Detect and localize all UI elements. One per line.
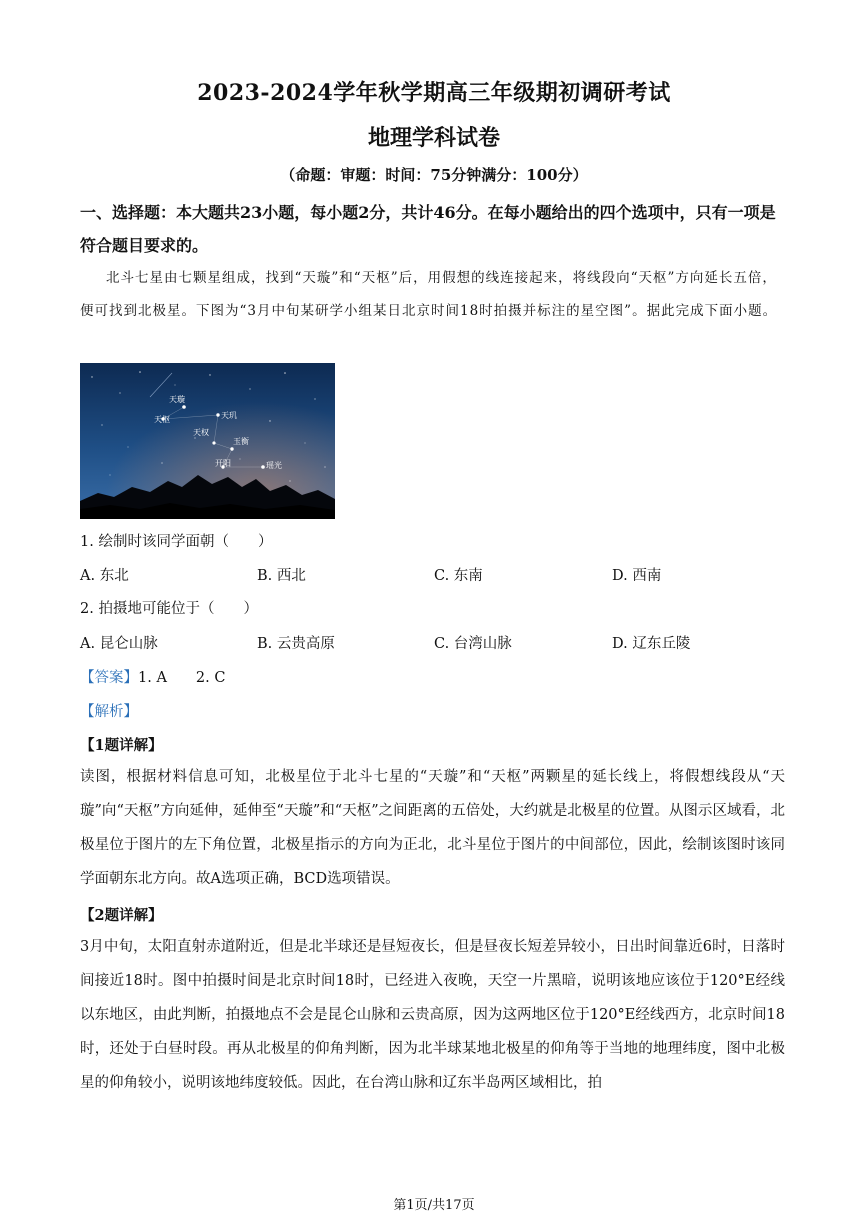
question-2-option-c: C. 台湾山脉	[434, 636, 512, 652]
section-heading: 一、选择题：本大题共23小题，每小题2分，共计46分。在每小题给出的四个选项中，只有一项是符合题目要求的。	[80, 203, 776, 255]
question-1-stem: 1. 绘制时该同学面朝（ ）	[80, 534, 273, 550]
q2-analysis-label: 【2题详解】	[80, 907, 163, 924]
answer-label: 【答案】	[80, 670, 138, 686]
star-label: 天枢	[154, 415, 170, 424]
q1-analysis-text: 读图，根据材料信息可知，北极星位于北斗七星的“天璇”和“天枢”两颗星的延长线上，将假想线段从“天璇”向“天枢”方向延伸，延伸至“天璇”和“天枢”之间距离的五倍处，大约就是北极星的位置。从图示区域看，北极星位于图片的左下角位置，北极星指示的方向为正北，北斗星位于图片的中间部位，因此，绘制该图时该同学面朝东北方向。故A选项正确，BCD选项错误。	[80, 769, 785, 887]
question-1-option-a: A. 东北	[80, 568, 129, 584]
star-label: 玉衡	[233, 437, 249, 446]
q1-analysis-label: 【1题详解】	[80, 737, 163, 754]
exam-subject: 地理学科试卷	[367, 125, 500, 151]
star-label: 天玑	[221, 411, 237, 420]
question-2-option-d: D. 辽东丘陵	[612, 636, 691, 652]
star-map-photo	[80, 363, 335, 519]
question-2-option-b: B. 云贵高原	[257, 636, 335, 652]
question-1-option-b: B. 西北	[257, 568, 306, 584]
star-map-svg	[80, 363, 335, 519]
answer-value: 1. A 2. C	[138, 670, 226, 686]
answer-row	[80, 666, 225, 687]
exam-title: 2023-2024学年秋学期高三年级期初调研考试	[197, 80, 671, 106]
exam-meta: （命题：审题：时间：75分钟满分：100分）	[280, 166, 588, 184]
star-label: 天权	[193, 428, 209, 437]
page-number: 第1页/共17页	[393, 1198, 475, 1213]
star-label: 瑶光	[266, 461, 282, 470]
analysis-label: 【解析】	[80, 704, 138, 720]
question-2-option-a: A. 昆仑山脉	[80, 636, 158, 652]
material-text: 北斗七星由七颗星组成，找到“天璇”和“天枢”后，用假想的线连接起来，将线段向“天枢”方向延长五倍，便可找到北极星。下图为“3月中旬某研学小组某日北京时间18时拍摄并标注的星空图”。据此完成下面小题。	[80, 270, 778, 319]
question-1-option-c: C. 东南	[434, 568, 483, 584]
question-2-stem: 2. 拍摄地可能位于（ ）	[80, 601, 258, 617]
question-1-option-d: D. 西南	[612, 568, 662, 584]
q2-analysis-text: 3月中旬，太阳直射赤道附近，但是北半球还是昼短夜长，但是昼夜长短差异较小，日出时间靠近6时，日落时间接近18时。图中拍摄时间是北京时间18时，已经进入夜晚，天空一片黑暗，说明该地应该位于120°E经线以东地区，由此判断，拍摄地点不会是昆仑山脉和云贵高原，因为这两地区位于120°E经线西方，北京时间18时，还处于白昼时段。再从北极星的仰角判断，因为北半球某地北极星的仰角等于当地的地理纬度，图中北极星的仰角较小，说明该地纬度较低。因此，在台湾山脉和辽东半岛两区域相比，拍	[80, 939, 785, 1091]
star-label: 天璇	[169, 395, 185, 404]
star-label: 开阳	[215, 459, 231, 468]
